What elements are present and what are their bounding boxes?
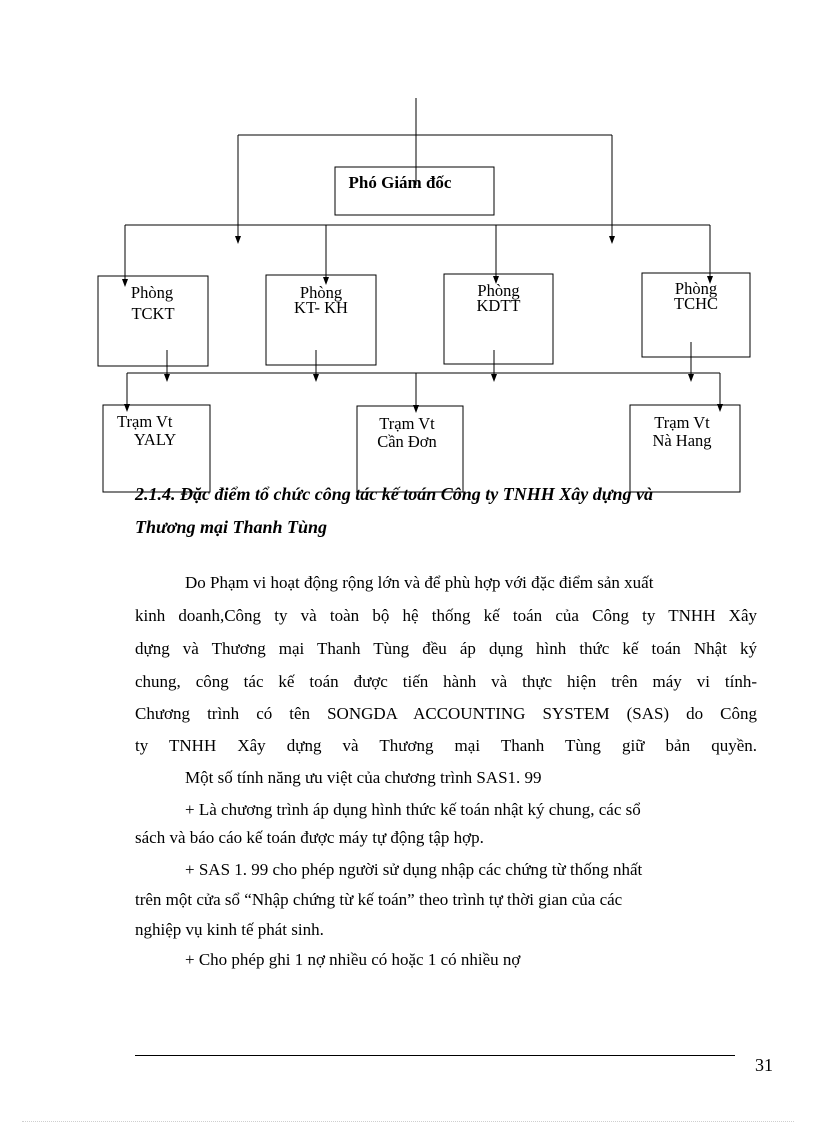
bullet-item-3: + Cho phép ghi 1 nợ nhiều có hoặc 1 có nhiều nợ (185, 950, 521, 969)
bullet-item-1-continued: sách và báo cáo kế toán được máy tự động tập hợp. (135, 828, 484, 847)
paragraph-line: dựng và Thương mại Thanh Tùng đều áp dụng hình thức kế toán Nhật ký (135, 639, 757, 658)
department-label-tckt (98, 284, 208, 322)
station-label-line1: Trạm Vt (654, 413, 710, 432)
top-box-label: Phó Giám đốc (348, 173, 452, 192)
station-label-na-hang (630, 414, 734, 449)
department-label-line2: KDTT (476, 296, 521, 315)
page-number: 31 (755, 1055, 773, 1075)
station-label-can-don (357, 415, 457, 450)
paragraph-line: Chương trình có tên SONGDA ACCOUNTING SYSTEM (SAS) do Công (135, 704, 757, 723)
station-label-line1: Trạm Vt (379, 414, 435, 433)
station-label-yaly (103, 413, 197, 448)
paragraph-line: ty TNHH Xây dựng và Thương mại Thanh Tùng giữ bản quyền. (135, 736, 757, 755)
department-label-ktkh (266, 284, 376, 316)
department-label-line1: Phòng (477, 281, 520, 300)
bullet-item-1: + Là chương trình áp dụng hình thức kế toán nhật ký chung, các sổ (185, 800, 641, 819)
features-intro: Một số tính năng ưu việt của chương trình SAS1. 99 (185, 768, 542, 787)
department-label-line2: KT- KH (294, 298, 348, 317)
bullet-item-2-continued: nghiệp vụ kinh tế phát sinh. (135, 920, 324, 939)
department-label-tchc (642, 280, 750, 312)
department-label-line1: Phòng (674, 279, 718, 298)
bullet-item-2: + SAS 1. 99 cho phép người sử dụng nhập các chứng từ thống nhất (185, 860, 643, 879)
department-label-line2: TCKT (131, 304, 175, 323)
station-label-line1: Trạm Vt (117, 412, 173, 431)
section-heading-line1: 2.1.4. Đặc điểm tổ chức công tác kế toán Công ty TNHH Xây dựng và (135, 484, 654, 504)
footer-divider (135, 1055, 735, 1056)
department-label-line1: Phòng (130, 283, 174, 302)
department-label-line1: Phòng (299, 283, 343, 302)
paragraph-line: chung, công tác kế toán được tiến hành và thực hiện trên máy vi tính- (135, 672, 757, 691)
station-label-line2: Cần Đơn (377, 432, 437, 451)
station-label-line2: YALY (133, 430, 177, 449)
page-bottom-border (22, 1121, 794, 1122)
department-label-kdtt (444, 282, 553, 314)
bullet-item-2-continued: trên một cửa sổ “Nhập chứng từ kế toán” theo trình tự thời gian của các (135, 890, 623, 909)
paragraph-line: Do Phạm vi hoạt động rộng lớn và để phù hợp với đặc điểm sản xuất (185, 573, 654, 592)
station-label-line2: Nà Hang (652, 431, 712, 450)
section-heading-line2: Thương mại Thanh Tùng (135, 517, 328, 537)
department-label-line2: TCHC (673, 294, 718, 313)
paragraph-line: kinh doanh,Công ty và toàn bộ hệ thống kế toán của Công ty TNHH Xây (135, 606, 757, 625)
